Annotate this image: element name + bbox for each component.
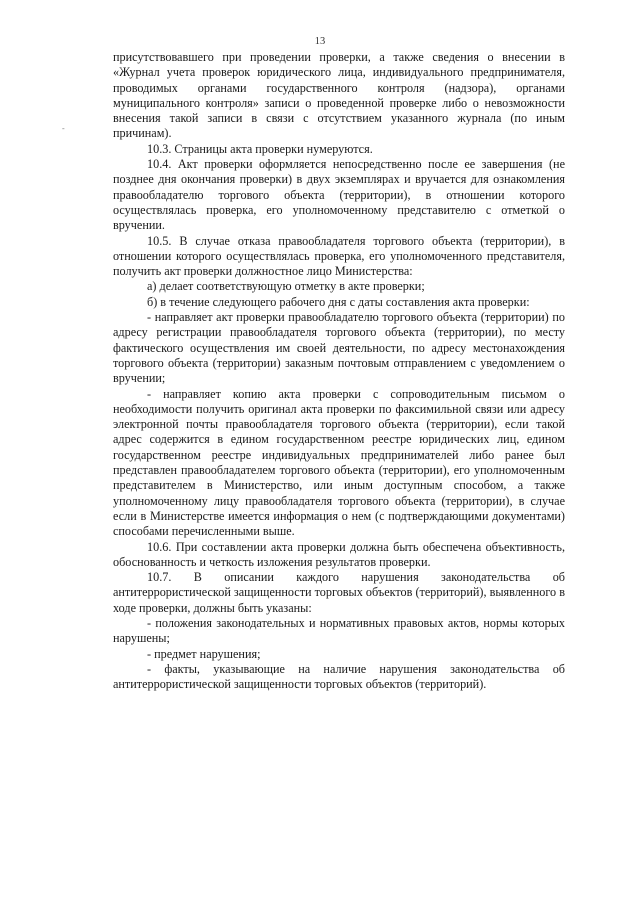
bullet-subject: - предмет нарушения; [147, 646, 261, 661]
bullet-facts: - факты, указывающие на наличие нарушения законодательства об антитеррористической защищенности торговых объектов (территорий). [113, 661, 565, 692]
paragraph-continuation: присутствовавшего при проведении проверки, а также сведения о внесении в «Журнал учета проверок юридического лица, индивидуального предпринимателя, проводимых органами государственного контроля (надзора), органами муниципального контроля» записи о проведенной проверке либо о невозможности внесения такой записи в связи с отсутствием указанного журнала (по иным причинам). [113, 50, 565, 141]
paragraph-10-7: 10.7. В описании каждого нарушения законодательства об антитеррористической защищенности торговых объектов (территорий), выявленного в ходе проверки, должны быть указаны: [113, 570, 565, 615]
paragraph-10-6: 10.6. При составлении акта проверки должна быть обеспечена объективность, обоснованность и четкость изложения результатов проверки. [113, 539, 565, 569]
paragraph-10-4: 10.4. Акт проверки оформляется непосредственно после ее завершения (не позднее дня окончания проверки) в двух экземплярах и вручается для ознакомления правообладателю торгового объекта (территории), в отношении которого осуществлялась проверка, его уполномоченному представителю с отметкой о вручении. [113, 157, 565, 233]
bullet-send-copy: - направляет копию акта проверки с сопроводительным письмом о необходимости получить оригинал акта проверки по факсимильной связи или адресу электронной почты правообладателя торгового объекта (территории), если такой адрес содержится в едином государственном реестре юридических лиц, едином государственном реестре индивидуальных предпринимателей либо ранее был представлен правообладателем торгового объекта (территории), его уполномоченным представителем в Министерство, или иным доступным способом, а также уполномоченному лицу правообладателя торгового объекта (территории), в случае если в Министерстве имеется информация о нем (с подтверждающими документами) способами перечисленными выше. [113, 386, 565, 539]
list-item-a: а) делает соответствующую отметку в акте проверки; [147, 279, 425, 294]
bullet-legal-provisions: - положения законодательных и нормативных правовых актов, нормы которых нарушены; [113, 615, 565, 646]
list-item-b: б) в течение следующего рабочего дня с даты составления акта проверки: [147, 294, 530, 309]
page-number: 13 [314, 36, 326, 47]
bullet-send-act: - направляет акт проверки правообладателю торгового объекта (территории) по адресу регистрации правообладателя торгового объекта (территории), по месту фактического осуществления им своей деятельности, по адресу местонахождения торгового объекта (территории) заказным почтовым отправлением с уведомлением о вручении; [113, 310, 565, 386]
paragraph-10-3: 10.3. Страницы акта проверки нумеруются. [147, 141, 373, 156]
margin-mark: - [62, 124, 65, 133]
paragraph-10-5: 10.5. В случае отказа правообладателя торгового объекта (территории), в отношении которого осуществлялась проверка, его уполномоченного представителя, получить акт проверки должностное лицо Министерства: [113, 233, 565, 279]
document-body [113, 50, 565, 692]
